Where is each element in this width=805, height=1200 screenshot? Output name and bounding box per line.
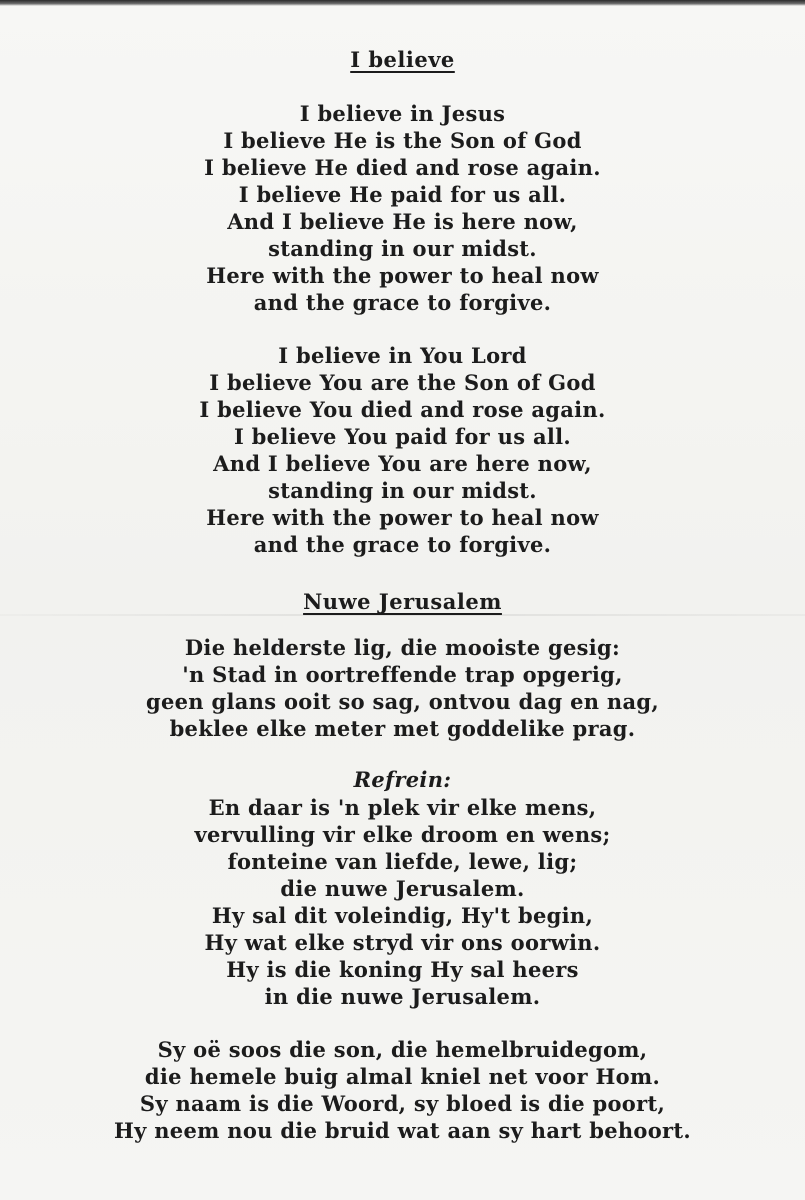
lyric-line: Hy is die koning Hy sal heers bbox=[226, 957, 579, 982]
stanza-nuwe-jerusalem-verse-1 bbox=[0, 634, 805, 742]
lyric-line: I believe in You Lord bbox=[278, 343, 527, 368]
song-title-i-believe: I believe bbox=[350, 47, 455, 72]
lyric-line: I believe You died and rose again. bbox=[199, 397, 606, 422]
lyric-line: standing in our midst. bbox=[268, 236, 537, 261]
lyric-line: Hy neem nou die bruid wat aan sy hart behoort. bbox=[113, 1118, 692, 1143]
lyric-line: Die helderste lig, die mooiste gesig: bbox=[184, 635, 621, 660]
lyric-line: I believe in Jesus bbox=[299, 101, 506, 126]
lyric-line: standing in our midst. bbox=[268, 478, 537, 503]
lyric-line: Hy sal dit voleindig, Hy't begin, bbox=[211, 903, 594, 928]
lyric-line: Here with the power to heal now bbox=[206, 505, 599, 530]
lyric-line: Here with the power to heal now bbox=[206, 263, 599, 288]
lyric-line: En daar is 'n plek vir elke mens, bbox=[208, 795, 597, 820]
stanza-nuwe-jerusalem-refrain bbox=[0, 794, 805, 1010]
lyric-line: Hy wat elke stryd vir ons oorwin. bbox=[204, 930, 601, 955]
lyric-line: And I believe You are here now, bbox=[213, 451, 592, 476]
lyric-line: I believe You paid for us all. bbox=[233, 424, 572, 449]
lyric-line: I believe He is the Son of God bbox=[223, 128, 582, 153]
lyric-line: and the grace to forgive. bbox=[253, 532, 552, 557]
lyric-line: vervulling vir elke droom en wens; bbox=[194, 822, 611, 847]
scan-top-edge bbox=[0, 0, 805, 6]
lyric-line: in die nuwe Jerusalem. bbox=[264, 984, 541, 1009]
lyric-line: beklee elke meter met goddelike prag. bbox=[169, 716, 636, 741]
lyric-line: Sy naam is die Woord, sy bloed is die poort, bbox=[139, 1091, 666, 1116]
lyric-line: die nuwe Jerusalem. bbox=[280, 876, 525, 901]
song-title-nuwe-jerusalem: Nuwe Jerusalem bbox=[303, 589, 502, 614]
lyric-line: I believe He paid for us all. bbox=[238, 182, 567, 207]
lyric-line: fonteine van liefde, lewe, lig; bbox=[227, 849, 578, 874]
stanza-i-believe-verse-1 bbox=[0, 100, 805, 316]
lyric-line: Sy oë soos die son, die hemelbruidegom, bbox=[157, 1037, 648, 1062]
lyric-line: And I believe He is here now, bbox=[227, 209, 578, 234]
lyric-line: die hemele buig almal kniel net voor Hom. bbox=[144, 1064, 661, 1089]
refrain-label: Refrein: bbox=[353, 767, 452, 792]
lyrics-content bbox=[0, 44, 805, 1144]
lyric-line: 'n Stad in oortreffende trap opgerig, bbox=[182, 662, 623, 687]
stanza-i-believe-verse-2 bbox=[0, 342, 805, 558]
lyric-line: and the grace to forgive. bbox=[253, 290, 552, 315]
lyric-line: I believe You are the Son of God bbox=[209, 370, 596, 395]
lyric-line: I believe He died and rose again. bbox=[204, 155, 601, 180]
stanza-nuwe-jerusalem-verse-2 bbox=[0, 1036, 805, 1144]
lyric-line: geen glans ooit so sag, ontvou dag en nag, bbox=[146, 689, 659, 714]
